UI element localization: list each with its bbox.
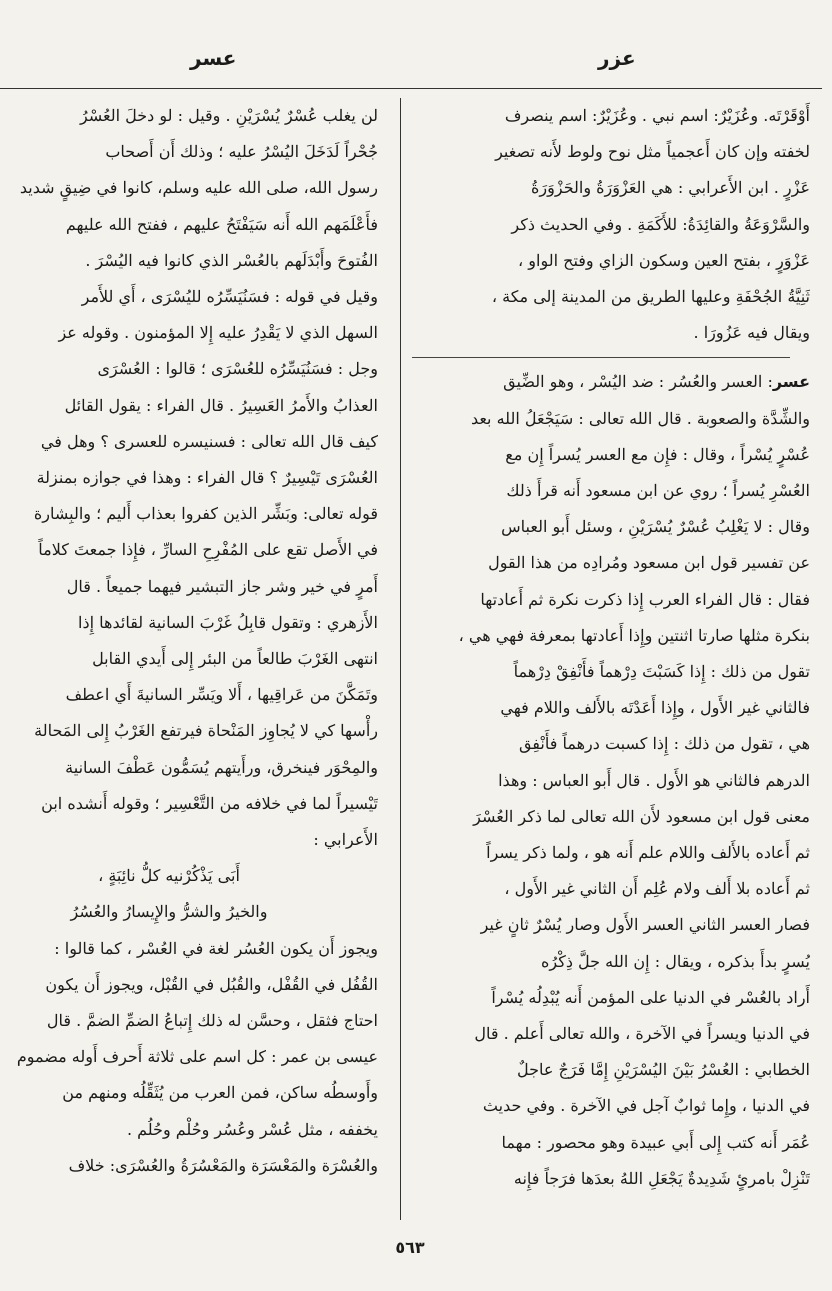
entry-divider — [412, 357, 790, 358]
text-line: الدرهم فالثاني هو الأَول . قال أَبو العباس : وهذا — [498, 770, 810, 790]
text-line: العُسْرِ يُسراً ؛ روي عن ابن مسعود أَنه قرأَ ذلك — [506, 481, 810, 501]
text-line: عُمَر أَنه كتب إِلى أَبي عبيدة وهو محصور : مهما — [501, 1132, 810, 1152]
text-line: الخطابي : العُسْرُ بَيْنَ اليُسْرَيْنِ إِمَّا فَرَجٌ عاجلٌ — [516, 1060, 810, 1080]
text-line: والعُسْرَة والمَعْسَرَة والمَعْسُرَةُ والعُسْرَى: خلاف — [68, 1155, 378, 1175]
text-line: انتهى الغَرْبَ طالعاً من البئر إِلى أَيدي القابل — [92, 649, 378, 669]
text-line: لخفته وإن كان أَعجمياً مثل نوح ولوط لأَنه تصغير — [495, 142, 810, 162]
text-line: أَراد بالعُسْر في الدنيا على المؤمن أَنه يُبْدِلُه يُسْراً — [491, 987, 810, 1007]
text-line: الفُتوحَ وأَبْدَلَهم بالعُسْر الذي كانوا فيه اليُسْرَ . — [85, 250, 378, 270]
right-column — [412, 98, 810, 1197]
text-line: ثَنِيَّةُ الجُحْفَةِ وعليها الطريق من المدينة إلى مكة ، — [491, 287, 810, 307]
text-line: : العسر والعُسُر : ضد اليُسْر ، وهو الضِّيق — [503, 372, 773, 392]
text-line: عيسى بن عمر : كل اسم على ثلاثة أَحرف أَوله مضموم — [16, 1047, 378, 1067]
text-line: العُسْرَى تَيْسِيرٌ ؟ قال الفراء : وهذا في جوازه بمنزلة — [36, 468, 378, 488]
text-line: العذابُ والأَمرُ العَسِيرُ . قال الفراء : يقول القائل — [64, 395, 378, 415]
text-line: بنكرة مثلها صارتا اثنتين وإِذا أَعادتها بمعرفة فهي هي ، — [458, 625, 810, 645]
running-header-right: عزر — [598, 46, 636, 70]
text-line: قوله تعالى: وبَشِّر الذين كفروا بعذاب أَليم ؛ والبِشارة — [33, 504, 378, 524]
text-line: وجل : فسَنُيَسِّرُه للعُسْرَى ؛ قالوا : العُسْرَى — [97, 359, 378, 379]
text-line: والشِّدَّة والصعوبة . قال الله تعالى : سَيَجْعَلُ الله بعد — [470, 408, 810, 428]
text-line: الأَزهري : وتقول قابِلُ غَرْبَ السانية لقائدها إِذا — [78, 612, 378, 632]
text-line: أَوْقَرْتَه. وعُزَيْرٌ: اسم نبي . وعُزَيْرٌ: اسم ينصرف — [504, 106, 810, 125]
running-header-left: عسر — [190, 46, 237, 70]
text-line: كيف قال الله تعالى : فسنيسره للعسرى ؟ وهل في — [40, 431, 378, 451]
text-line: احتاج فثقل ، وحسَّن له ذلك إِتباعُ الضمِّ الضمَّ . قال — [46, 1011, 378, 1031]
text-line: في الأَصل تقع على المُفْرِحِ السارِّ ، فإِذا جمعتَ كلاماً — [38, 540, 378, 560]
text-line: عُسْرٍ يُسْراً ، وقال : فإِن مع العسر يُسراً إِن مع — [505, 444, 810, 464]
text-line: تقول من ذلك : إِذا كَسَبْتَ دِرْهماً فأَنْفِقْ دِرْهماً — [513, 662, 810, 682]
poem-line: أَبَى يَذْكُرْنيه كلُّ نائِبَةٍ ، — [98, 866, 240, 886]
text-line: في الدنيا ، وإِما ثوابٌ آجل في الآخرة . وفي حديث — [482, 1096, 810, 1116]
entry-first-line — [412, 364, 810, 400]
text-line: رسول الله، صلى الله عليه وسلم، كانوا في ضِيقٍ شديد — [19, 178, 378, 198]
text-line: عن تفسير قول ابن مسعود ومُرادِه من هذا القول — [488, 553, 810, 573]
text-line: عَزْوَرٍ ، بفتح العين وسكون الزاي وفتح الواو ، — [518, 250, 810, 270]
text-line: تَيْسيراً لما في خلافه من التَّعْسِير ؛ وقوله أَنشده ابن — [41, 793, 378, 813]
header-rule — [0, 88, 822, 89]
left-column — [0, 98, 378, 1184]
text-line: معنى قول ابن مسعود لأَن الله تعالى لما ذكر العُسْرَ — [473, 806, 810, 826]
text-line: القُفُل في القُفْل، والقُبُل في القُبْل، ويجوز أَن يكون — [45, 974, 378, 994]
text-line: يخففه ، مثل عُسْر وعُسُر وحُلْم وحُلُم . — [126, 1119, 378, 1139]
text-line: السهل الذي لا يَقْدِرُ عليه إِلا المؤمنون . وقوله عز — [58, 323, 378, 343]
text-line: عَزْرٍ . ابن الأَعرابي : هي العَزْوَرَةُ والحَزْوَرَةُ — [531, 178, 810, 198]
text-line: ثم أَعاده بالأَلف واللام علم أَنه هو ، ولما ذكر يسراً — [486, 843, 810, 863]
text-line: وأَوسطُه ساكن، فمن العرب من يُثَقِّلُه ومنهم من — [62, 1083, 378, 1103]
text-line: فصار العسر الثاني العسر الأَول وصار يُسْرٌ ثانٍ غير — [480, 915, 810, 935]
column-separator — [400, 98, 401, 1220]
text-line: أَمرٍ في خير وشر جاز التبشير فيهما جميعاً . قال — [66, 576, 378, 596]
text-line: ويجوز أَن يكون العُسُر لغة في العُسْر ، كما قالوا : — [54, 938, 378, 958]
text-line: وقال : لا يَغْلِبُ عُسْرٌ يُسْرَيْنِ ، وسئل أَبو العباس — [501, 517, 810, 537]
text-line: ويقال فيه عَزُورَا . — [693, 323, 810, 343]
text-line: وقيل في قوله : فسَنُيَسِّرُه لليُسْرَى ، أَي للأَمر — [81, 287, 378, 307]
text-line: والمِحْوَر فينخرق، ورأَيتهم يُسَمُّون عَطْفَ السانية — [65, 757, 378, 777]
text-line: فقال : قال الفراء العرب إِذا ذكرت نكرة ثم أَعادتها — [480, 589, 810, 609]
text-line: والسَّرْوَعَةُ والقائِدَةُ: للأَكَمَةِ . وفي الحديث ذكر — [511, 214, 810, 234]
text-line: يُسرٍ بدأَ بذكره ، ويقال : إِن الله جلَّ ذِكْرُه — [541, 951, 810, 971]
poem-line: والخيرُ والشرُّ والإِيسارُ والعُسُرُ — [70, 902, 268, 922]
text-line: ثم أَعاده بلا أَلف ولام عُلِم أَن الثاني غير الأَول ، — [504, 879, 810, 899]
text-line: تَنْزِلْ بامرئٍ شَدِيدةٌ يَجْعَلِ اللهُ بعدَها فرَجاً فإِنه — [513, 1168, 810, 1188]
text-line: في الدنيا ويسراً في الآخرة ، والله تعالى أَعلم . قال — [474, 1024, 810, 1044]
text-line: لن يغلب عُسْرٌ يُسْرَيْنِ . وقيل : لو دخلَ العُسْرُ — [79, 106, 378, 125]
page-number: ٥٦٣ — [395, 1238, 425, 1257]
text-line: فالثاني غير الأَول ، وإِذا أَعَدْتَه بالأَلف واللام فهي — [500, 698, 810, 718]
text-line: رأْسها كي لا يُجاوِز المَنْحاة فيرتفع الغَرْبُ إِلى المَحالة — [34, 721, 378, 741]
text-line: هي ، تقول من ذلك : إِذا كسبت درهماً فأَنْفِق — [518, 734, 810, 754]
text-line: الأَعرابي : — [313, 830, 378, 850]
text-line: وتَمَكَّنَ من عَراقِيها ، أَلا ويَسِّر السانيةَ أَي اعطف — [65, 685, 378, 705]
entry-headword: عسر — [772, 372, 810, 392]
text-line: جُحْراً لَدَخَلَ اليُسْرُ عليه ؛ وذلك أَن أَصحاب — [105, 142, 378, 162]
text-line: فأَعْلَمَهم الله أَنه سَيَفْتَحُ عليهم ، ففتح الله عليهم — [65, 214, 378, 234]
